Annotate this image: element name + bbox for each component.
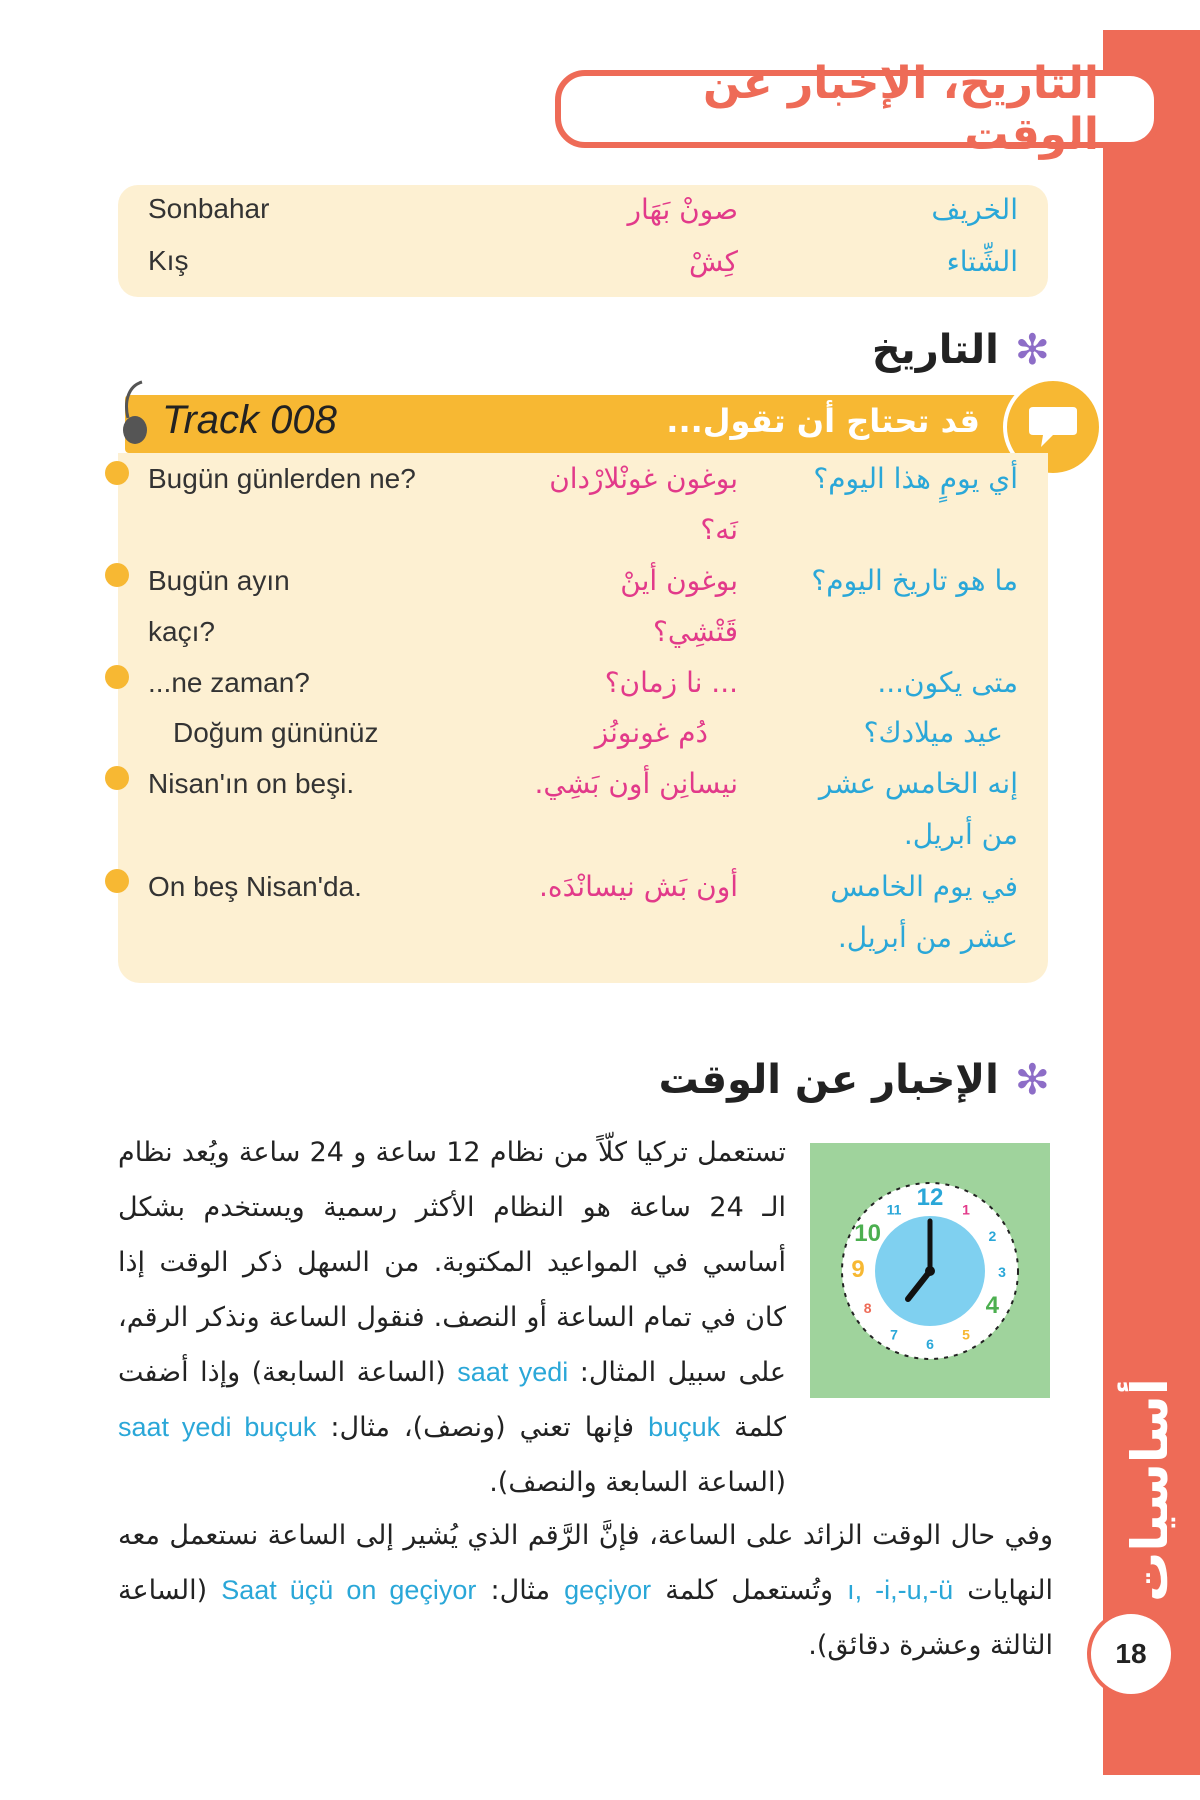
clock-illustration <box>810 1143 1050 1398</box>
phrase-arabic: متى يكون... <box>877 666 1018 699</box>
bullet-dot <box>105 563 129 587</box>
bullet-dot <box>105 766 129 790</box>
phrase-turkish: ...ne zaman? <box>148 667 310 698</box>
season-turkish: Sonbahar <box>148 193 270 224</box>
season-arabic: الشِّتاء <box>946 245 1018 278</box>
phrase-pronunciation: ... نا زمان؟ <box>604 666 738 699</box>
clock-number: 4 <box>985 1292 1000 1319</box>
phrase-turkish: Doğum gününüz <box>173 717 379 748</box>
phrase-turkish: Nisan'ın on beşi. <box>148 768 355 799</box>
phrase-row <box>118 758 1048 858</box>
bullet-dot <box>105 869 129 893</box>
example-saat-ucu-on-geciyor: Saat üçü on geçiyor <box>221 1575 477 1605</box>
phrase-arabic: أي يومٍ هذا اليوم؟ <box>813 462 1018 495</box>
clock-number: 6 <box>926 1336 934 1352</box>
star-icon: ✻ <box>1014 325 1050 374</box>
season-row <box>118 245 1048 295</box>
clock-number: 10 <box>854 1220 881 1247</box>
phrase-row <box>118 657 1048 707</box>
phrases-table <box>118 453 1048 983</box>
phrase-pronunciation: دُم غونونُز <box>594 716 708 749</box>
bullet-dot <box>105 461 129 485</box>
phrase-row <box>118 453 1048 553</box>
time-heading <box>659 1055 1050 1104</box>
time-paragraph-2: وفي حال الوقت الزائد على الساعة، فإنَّ الرَّقم الذي يُشير إلى الساعة نستعمل معه النهايات ı, -i,-u,-ü وتُستعمل كلمة geçiyor مثال: Saat üçü on geçiyor (الساعة الثالثة وعشرة دقائق). <box>118 1520 1053 1661</box>
season-turkish: Kış <box>148 245 189 276</box>
date-heading <box>872 325 1050 374</box>
phrase-turkish: Bugün ayın kaçı? <box>148 565 290 647</box>
phrase-turkish: Bugün günlerden ne? <box>148 463 416 494</box>
phrase-arabic: ما هو تاريخ اليوم؟ <box>811 564 1018 597</box>
page-number: 18 <box>1087 1610 1175 1698</box>
phrase-pronunciation: أون بَش نيسانْدَه. <box>539 870 738 903</box>
example-saat-yedi: saat yedi <box>457 1357 569 1387</box>
word-bucuk: buçuk <box>648 1412 721 1442</box>
clock-number: 8 <box>863 1300 872 1316</box>
clock-number: 2 <box>988 1228 997 1244</box>
season-pronunciation: صونْ بَهَار <box>627 193 738 226</box>
seasons-table <box>118 185 1048 297</box>
phrase-arabic: في يوم الخامس عشر من أبريل. <box>830 870 1018 954</box>
clock-icon <box>810 1143 1050 1398</box>
bullet-dot <box>105 665 129 689</box>
page-title-box <box>555 58 1160 160</box>
phrase-turkish: On beş Nisan'da. <box>148 871 362 902</box>
phrase-arabic: إنه الخامس عشر من أبريل. <box>818 767 1018 851</box>
side-label: أساسيات <box>1121 1378 1179 1602</box>
speech-bubble-shape <box>1027 403 1079 451</box>
phrase-row <box>118 861 1048 961</box>
phrase-row <box>118 555 1048 655</box>
phrase-pronunciation: بوغون غونْلارْدان نَه؟ <box>549 462 738 546</box>
phrase-pronunciation: بوغون أينْ قَتْشِي؟ <box>620 564 738 648</box>
time-heading-text: الإخبار عن الوقت <box>658 1056 999 1103</box>
word-geciyor: geçiyor <box>564 1575 652 1605</box>
headphone-icon <box>120 378 160 448</box>
clock-number: 5 <box>962 1326 970 1343</box>
star-icon: ✻ <box>1014 1055 1050 1104</box>
date-heading-text: التاريخ <box>871 326 999 373</box>
say-label: قد تحتاج أن تقول... <box>666 402 980 440</box>
phrase-arabic: عيد ميلادك؟ <box>863 716 1003 749</box>
clock-number: 9 <box>851 1256 865 1283</box>
clock-number: 3 <box>998 1264 1006 1280</box>
example-saat-yedi-bucuk: saat yedi buçuk <box>118 1412 317 1442</box>
season-arabic: الخريف <box>931 193 1018 226</box>
season-pronunciation: كِشْ <box>688 245 738 278</box>
time-paragraph-1: تستعمل تركيا كلّاً من نظام 12 ساعة و 24 ساعة ويُعد نظام الـ 24 ساعة هو النظام الأكثر رسمية ويستخدم بشكل أساسي في المواعيد المكتوبة. من السهل ذكر الوقت إذا كان في تمام الساعة أو النصف. فنقول الساعة ونذكر الرقم، على سبيل المثال: saat yedi (الساعة السابعة) وإذا أضفت كلمة buçuk فإنها تعني (ونصف)، مثال: saat yedi buçuk (الساعة السابعة والنصف). <box>118 1137 786 1498</box>
season-row <box>118 193 1048 243</box>
clock-number: 1 <box>962 1201 970 1218</box>
clock-number: 11 <box>886 1201 902 1218</box>
page-title: التاريخ، الإخبار عن الوقت <box>702 58 1099 160</box>
clock-number: 7 <box>890 1326 898 1343</box>
clock-number: 12 <box>916 1184 944 1211</box>
phrase-pronunciation: نيسانِن أون بَشِي. <box>534 767 738 800</box>
endings: ı, -i,-u,-ü <box>847 1575 954 1605</box>
track-label: Track 008 <box>162 398 337 442</box>
phrase-row <box>118 707 1048 757</box>
